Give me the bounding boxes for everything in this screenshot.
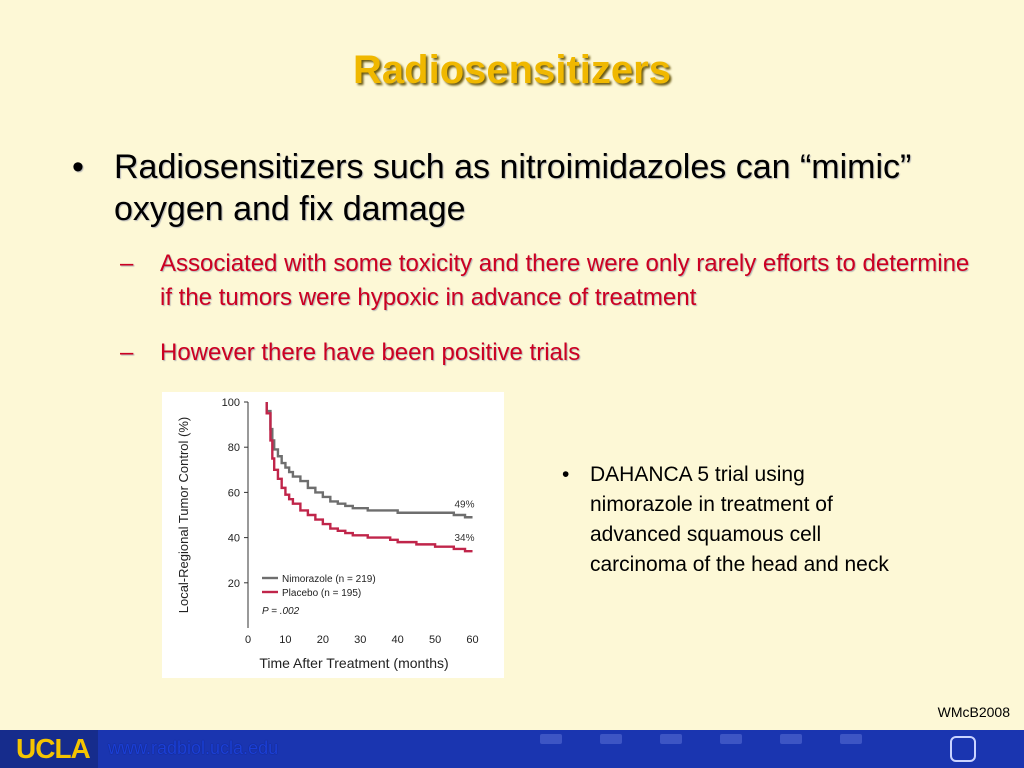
main-bullet-text: Radiosensitizers such as nitroimidazoles can “mimic” oxygen and fix damage (114, 148, 912, 228)
credit-text: WMcB2008 (937, 704, 1010, 720)
dash-mark: – (120, 250, 134, 277)
sub-bullet-text: However there have been positive trials (160, 339, 581, 366)
decoration-block (720, 734, 742, 744)
x-tick-label: 0 (244, 634, 252, 646)
decoration-block (780, 734, 802, 744)
y-tick-label: 80 (227, 442, 240, 455)
ucla-logo: UCLA (16, 733, 90, 764)
side-bullet-mark: • (562, 463, 570, 486)
x-tick-label: 20 (316, 634, 329, 646)
footer-url-link[interactable]: www.radbiol.ucla.edu (108, 738, 279, 758)
end-value-label: 49% (454, 499, 475, 511)
x-tick-label: 30 (354, 634, 367, 646)
y-tick-label: 60 (227, 487, 240, 500)
legend-label: Nimorazole (n = 219) (282, 574, 376, 585)
y-tick-label: 20 (227, 577, 240, 590)
footer-bar (0, 730, 1024, 768)
end-value-label: 34% (454, 533, 475, 545)
y-tick-label: 100 (221, 397, 240, 409)
x-tick-label: 60 (466, 634, 479, 646)
decoration-block (660, 734, 682, 744)
y-axis-label: Local-Regional Tumor Control (%) (176, 416, 191, 614)
decoration-block (540, 734, 562, 744)
decoration-block (840, 734, 862, 744)
x-tick-label: 50 (428, 634, 442, 646)
side-note-text: DAHANCA 5 trial using nimorazole in treatment of advanced squamous cell carcinoma of the head and neck (590, 463, 889, 576)
y-tick-label: 40 (227, 532, 240, 545)
survival-chart (162, 392, 504, 678)
dash-mark: – (120, 339, 134, 366)
chart-svg (162, 392, 504, 678)
sub-bullet-text: Associated with some toxicity and there were only rarely efforts to determine if the tumors were hypoxic in advance of treatment (160, 250, 970, 311)
series-line-nimorazole (267, 402, 473, 517)
bullet-mark: • (72, 148, 84, 186)
x-tick-label: 10 (279, 634, 292, 646)
x-axis-label: Time After Treatment (months) (259, 655, 449, 671)
legend-label: Placebo (n = 195) (282, 588, 362, 599)
decoration-block (600, 734, 622, 744)
p-value-label: P = .002 (262, 606, 300, 617)
slide-title: Radiosensitizers (353, 48, 671, 92)
x-tick-label: 40 (391, 634, 404, 646)
logo-box (0, 730, 98, 768)
slide-nav-button[interactable] (950, 736, 976, 762)
